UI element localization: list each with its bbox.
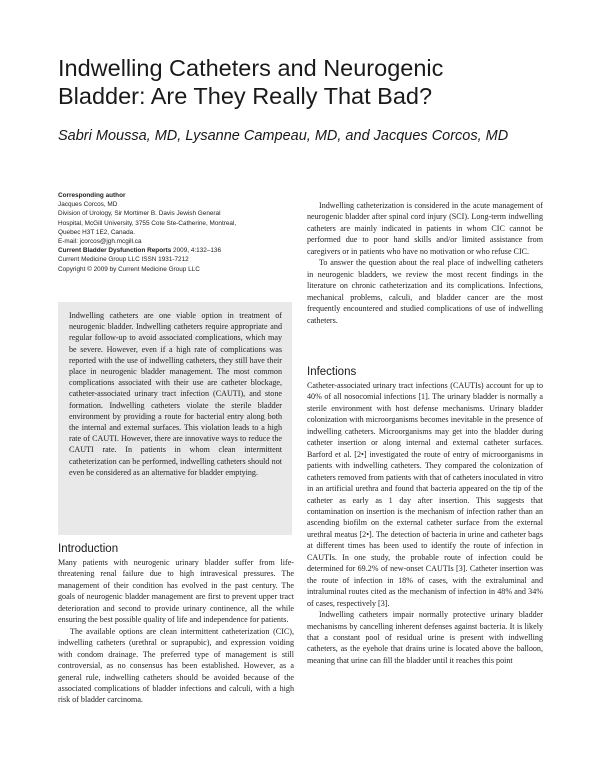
paragraph: To answer the question about the real place of indwelling catheters in neurogenic bladders, we review the most recent findings in the literature on chronic catheterization and its complications. Infections, mechanical problems, calculi, and bladder cancer are the most frequently encountered and studied complications of use of indwelling catheters. (307, 258, 543, 325)
journal-volume: 2009, 4:132–136 (171, 247, 222, 255)
affiliation-line: Quebec H3T 1E2, Canada. (58, 228, 135, 236)
abstract-box (58, 302, 292, 535)
issn-line: Current Medicine Group LLC ISSN 1931-7212 (58, 256, 189, 264)
copyright-line: Copyright © 2009 by Current Medicine Group LLC (58, 265, 200, 273)
paragraph: Catheter-associated urinary tract infections (CAUTIs) account for up to 40% of all nosocomial infections [1]. The urinary bladder is normally a sterile environment with host defense mechanisms. Urinary bladder colonization with microorganisms becomes inevitable in the presence of indwelling catheters. Microorganisms may get into the bladder during catheter insertion or along internal and external catheter surfaces. Barford et al. [2•] investigated the route of entry of microorganisms in patients with indwelling catheters. They compared the colonization of catheters removed from patients with that of catheters inoculated in vitro in an artificial urethra and found that bacteria appeared on the tip of the catheter as early as 1 day after insertion. This suggests that contamination on insertion is the mechanism of infection rather than an ascending biofilm on the external catheter surface from the external urethral meatus [2•]. The detection of bacteria in urine and catheter bags at different times has been used to identify the route of infection in CAUTIs. In one study, the probable route of infection could be determined for 69.2% of new-onset CAUTIs [3]. Catheter insertion was the route of infection in 18% of cases, with the extraluminal and intraluminal routes cited as the mechanism of infection in 48% and 34% of cases, respectively [3]. (307, 381, 543, 608)
section-heading-introduction: Introduction (58, 543, 119, 555)
paragraph: Indwelling catheters impair normally protective urinary bladder mechanisms by cancelling inherent defenses against bacteria. It is likely that a constant pool of residual urine is present with indwelling catheters, as the eyehole that drains urine is located above the balloon, meaning that urine can fill the bladder until it reaches this point (307, 610, 543, 665)
paragraph: The available options are clean intermittent catheterization (CIC), indwelling catheters (urethral or suprapubic), and expression voiding with condom drainage. The preferred type of management is still controversial, as no consensus has been established. However, as a general rule, indwelling catheters should be avoided because of the associated complications of bladder infections and calculi, with a high risk of bladder carcinoma. (58, 626, 294, 705)
journal-citation (58, 246, 298, 255)
correspondence-block (58, 191, 298, 274)
paragraph: Indwelling catheterization is considered in the acute management of neurogenic bladder after spinal cord injury (SCI). Long-term indwelling catheters are mainly indicated in patients in whom CIC cannot be performed due to poor hand skills and/or limited assistance from caregivers or in patients who have no motivation or who refuse CIC. (307, 201, 543, 256)
title-line-2: Bladder: Are They Really That Bad? (58, 83, 433, 109)
affiliation-line: Division of Urology, Sir Mortimer B. Davis Jewish General (58, 210, 221, 218)
abstract-text: Indwelling catheters are one viable option in treatment of neurogenic bladder. Indwelling catheters require appropriate and regular follow-up to avoid associated complications, which may be severe. However, even if a high rate of complications was reported with the use of indwelling catheters, they still have their place in neurogenic bladder management. The most common complications associated with their use are catheter blockage, catheter-associated urinary tract infection (CAUTI), and stone formation. Indwelling catheters violate the sterile bladder environment by providing a route for bacterial entry along both the internal and external surfaces. This violation leads to a high rate of CAUTI. However, there are innovative ways to reduce the CAUTI rate. In patients in whom clean intermittent catheterization can be performed, indwelling catheters should not even be considered as an alternative for bladder emptying. (69, 311, 282, 477)
section-heading-infections: Infections (307, 366, 357, 378)
author-email: E-mail: jcorcos@jgh.mcgill.ca (58, 238, 142, 246)
journal-name: Current Bladder Dysfunction Reports (58, 247, 172, 255)
title-line-1: Indwelling Catheters and Neurogenic (58, 55, 444, 81)
corresponding-author-heading: Corresponding author (58, 192, 126, 199)
introduction-body (58, 557, 294, 757)
affiliation-line: Hospital, McGill University, 3755 Cote Ste-Catherine, Montreal, (58, 219, 237, 227)
author-name: Jacques Corcos, MD (58, 201, 118, 209)
right-column-intro (307, 200, 543, 346)
paragraph: Many patients with neurogenic urinary bladder suffer from life-threatening renal failure due to high intravesical pressures. The management of their condition has evolved in the past century. The goals of neurogenic bladder management are first to prevent upper tract deterioration and second to provide urinary continence, all the while ensuring the best possible quality of life and independence for patients. (58, 558, 294, 625)
author-list: Sabri Moussa, MD, Lysanne Campeau, MD, and Jacques Corcos, MD (58, 128, 509, 144)
article-title (58, 54, 558, 110)
infections-body (307, 380, 543, 757)
